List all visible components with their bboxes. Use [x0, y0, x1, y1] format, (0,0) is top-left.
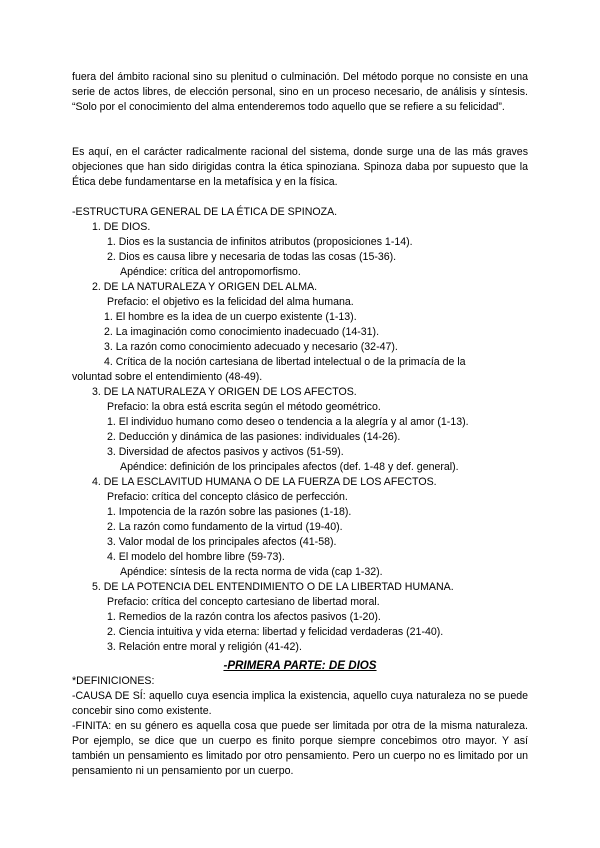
definitions-label: *DEFINICIONES: — [72, 675, 155, 687]
part-4-line-3: 2. La razón como fundamento de la virtud (19-40). — [107, 521, 343, 533]
part-3-title: 3. DE LA NATURALEZA Y ORIGEN DE LOS AFECTOS. — [92, 386, 357, 398]
part-2-title: 2. DE LA NATURALEZA Y ORIGEN DEL ALMA. — [92, 281, 318, 293]
part-4-line-4: 3. Valor modal de los principales afectos (41-58). — [107, 536, 337, 548]
part-2-line-6: voluntad sobre el entendimiento (48-49). — [72, 371, 263, 383]
part-4-line-5: 4. El modelo del hombre libre (59-73). — [107, 551, 285, 563]
part-5-line-2: 1. Remedios de la razón contra los afectos pasivos (1-20). — [107, 611, 381, 623]
section-title: -PRIMERA PARTE: DE DIOS — [223, 659, 377, 672]
part-4-line-6: Apéndice: síntesis de la recta norma de vida (cap 1-32). — [120, 566, 383, 578]
definition-finita: -FINITA: en su género es aquella cosa que puede ser limitada por otra de la misma naturaleza. Por ejemplo, se dice que un cuerpo es finito porque siempre concebimos otro mayor. Y así también un pensamiento es limitado por otro pensamiento. Pero un cuerpo no es limitado por un pensamiento ni un pensamiento por un cuerpo. — [72, 720, 528, 777]
part-2-line-2: 1. El hombre es la idea de un cuerpo existente (1-13). — [104, 311, 357, 323]
part-4-line-1: Prefacio: crítica del concepto clásico de perfección. — [107, 491, 348, 503]
part-2-line-4: 3. La razón como conocimiento adecuado y necesario (32-47). — [104, 341, 398, 353]
part-3-line-5: Apéndice: definición de los principales afectos (def. 1-48 y def. general). — [120, 461, 459, 473]
intro-paragraph-2: Es aquí, en el carácter radicalmente racional del sistema, donde surge una de las más graves objeciones que han sido dirigidas contra la ética spinoziana. Spinoza daba por supuesto que la Ética debe fundamentarse en la metafísica y en la física. — [72, 146, 528, 188]
part-4-line-2: 1. Impotencia de la razón sobre las pasiones (1-18). — [107, 506, 352, 518]
part-5-title: 5. DE LA POTENCIA DEL ENTENDIMIENTO O DE LA LIBERTAD HUMANA. — [92, 581, 454, 593]
intro-paragraph-1: fuera del ámbito racional sino su plenitud o culminación. Del método porque no consiste en una serie de actos libres, de elección personal, sino en un proceso necesario, de análisis y síntesis. “Solo por el conocimiento del alma entenderemos todo aquello que se refiere a su felicidad”. — [72, 71, 528, 113]
part-3-line-2: 1. El individuo humano como deseo o tendencia a la alegría y al amor (1-13). — [107, 416, 469, 428]
part-5-line-3: 2. Ciencia intuitiva y vida eterna: libertad y felicidad verdaderas (21-40). — [107, 626, 444, 638]
structure-heading: -ESTRUCTURA GENERAL DE LA ÉTICA DE SPINOZA. — [72, 206, 338, 218]
definition-causa-de-si: -CAUSA DE SÍ: aquello cuya esencia implica la existencia, aquello cuya naturaleza no se puede concebir sino como existente. — [72, 690, 528, 717]
part-3-line-1: Prefacio: la obra está escrita según el método geométrico. — [107, 401, 381, 413]
part-2-line-5: 4. Crítica de la noción cartesiana de libertad intelectual o de la primacía de la — [104, 356, 466, 368]
part-1-line-1: 1. Dios es la sustancia de infinitos atributos (proposiciones 1-14). — [107, 236, 413, 248]
part-2-line-3: 2. La imaginación como conocimiento inadecuado (14-31). — [104, 326, 380, 338]
part-2-line-1: Prefacio: el objetivo es la felicidad del alma humana. — [107, 296, 354, 308]
part-3-line-4: 3. Diversidad de afectos pasivos y activos (51-59). — [107, 446, 344, 458]
part-5-line-4: 3. Relación entre moral y religión (41-42). — [107, 641, 302, 653]
part-1-title: 1. DE DIOS. — [92, 221, 151, 233]
part-4-title: 4. DE LA ESCLAVITUD HUMANA O DE LA FUERZA DE LOS AFECTOS. — [92, 476, 437, 488]
part-1-line-2: 2. Dios es causa libre y necesaria de todas las cosas (15-36). — [107, 251, 397, 263]
part-5-line-1: Prefacio: crítica del concepto cartesiano de libertad moral. — [107, 596, 380, 608]
part-3-line-3: 2. Deducción y dinámica de las pasiones: individuales (14-26). — [107, 431, 401, 443]
part-1-line-3: Apéndice: crítica del antropomorfismo. — [120, 266, 301, 278]
